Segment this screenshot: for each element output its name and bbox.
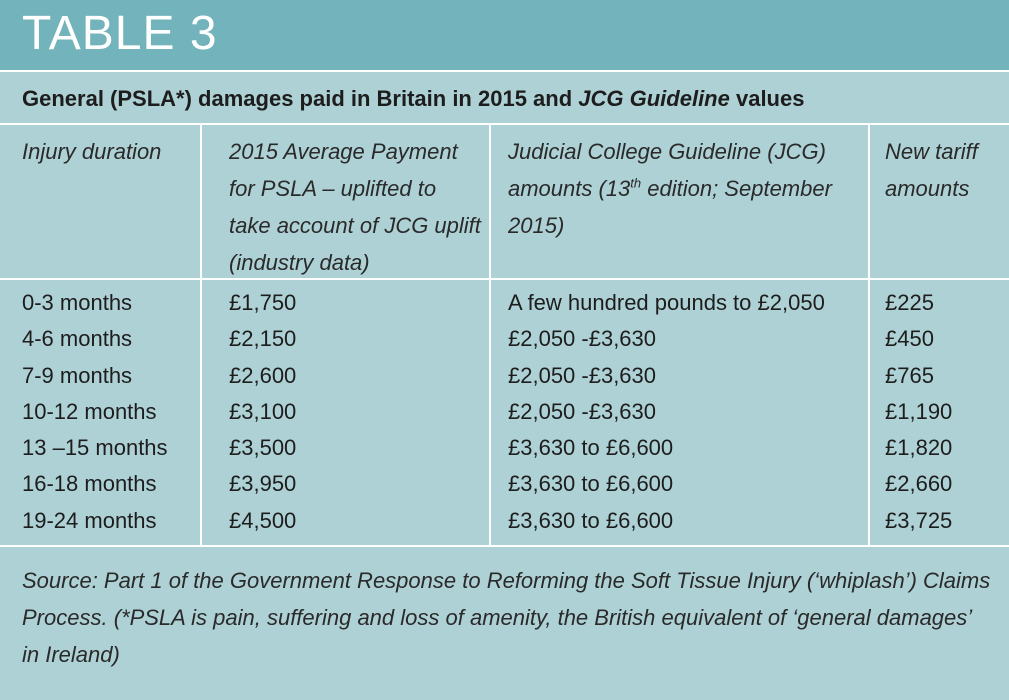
cell-average-payment: £2,600	[229, 362, 297, 388]
cell-duration: 19-24 months	[22, 507, 157, 533]
cell-average-payment: £3,950	[229, 471, 297, 497]
cell-average-payment: £2,150	[229, 326, 297, 352]
cell-tariff: £1,820	[885, 435, 953, 461]
cell-duration: 0-3 months	[22, 290, 133, 315]
cell-duration: 10-12 months	[22, 398, 157, 424]
subtitle-part2: values	[729, 86, 805, 111]
header-injury-duration: Injury duration	[22, 139, 162, 164]
cell-jcg-amount: £2,050 -£3,630	[508, 326, 657, 352]
column-divider-3	[868, 125, 870, 545]
cell-duration: 13 –15 months	[22, 435, 168, 461]
table-title: TABLE 3	[22, 7, 218, 60]
divider-header	[0, 278, 1009, 280]
cell-tariff: £3,725	[885, 507, 953, 533]
cell-duration: 7-9 months	[22, 362, 133, 388]
divider-subtitle	[0, 123, 1009, 125]
column-divider-2	[489, 125, 491, 545]
header-jcg-superscript: th	[630, 175, 642, 191]
cell-tariff: £765	[885, 362, 934, 388]
cell-jcg-amount: £2,050 -£3,630	[508, 362, 657, 388]
cell-jcg-amount: £3,630 to £6,600	[508, 435, 674, 461]
cell-tariff: £1,190	[885, 398, 953, 424]
cell-average-payment: £4,500	[229, 507, 297, 533]
cell-average-payment: £1,750	[229, 290, 297, 315]
source-note: Source: Part 1 of the Government Response to Reforming the Soft Tissue Injury (‘whiplash’) Claims Process. (*PSLA is pain, suffering and loss of amenity, the British equivalent of ‘general damages’ in Ireland)	[22, 568, 991, 667]
divider-footer	[0, 545, 1009, 547]
cell-average-payment: £3,500	[229, 435, 297, 461]
subtitle-italic: JCG Guideline	[578, 86, 730, 111]
table-subtitle	[22, 86, 804, 112]
cell-tariff: £225	[885, 290, 934, 315]
column-injury-duration	[22, 285, 168, 539]
cell-jcg-amount: A few hundred pounds to £2,050	[508, 290, 825, 315]
header-average-payment: 2015 Average Payment for PSLA – uplifted to take account of JCG uplift (industry data)	[229, 139, 481, 275]
header-jcg-text-1: Judicial College Guideline (JCG) amounts (13	[508, 139, 826, 201]
column-divider-1	[200, 125, 202, 545]
divider-title	[0, 70, 1009, 72]
column-average-payment	[229, 285, 296, 539]
header-jcg-amounts	[508, 133, 860, 244]
cell-duration: 16-18 months	[22, 471, 157, 497]
column-jcg-amounts	[508, 285, 825, 539]
cell-average-payment: £3,100	[229, 398, 297, 424]
header-jcg-text-2: edition; September 2015)	[508, 176, 832, 238]
column-new-tariff	[885, 285, 952, 539]
subtitle-part1: General (PSLA*) damages paid in Britain in 2015 and	[22, 86, 579, 111]
cell-jcg-amount: £3,630 to £6,600	[508, 507, 674, 533]
cell-tariff: £2,660	[885, 471, 953, 497]
cell-tariff: £450	[885, 326, 934, 352]
cell-jcg-amount: £2,050 -£3,630	[508, 398, 657, 424]
title-band	[0, 0, 1009, 70]
cell-jcg-amount: £3,630 to £6,600	[508, 471, 674, 497]
header-new-tariff: New tariff amounts	[885, 139, 978, 201]
cell-duration: 4-6 months	[22, 326, 133, 352]
